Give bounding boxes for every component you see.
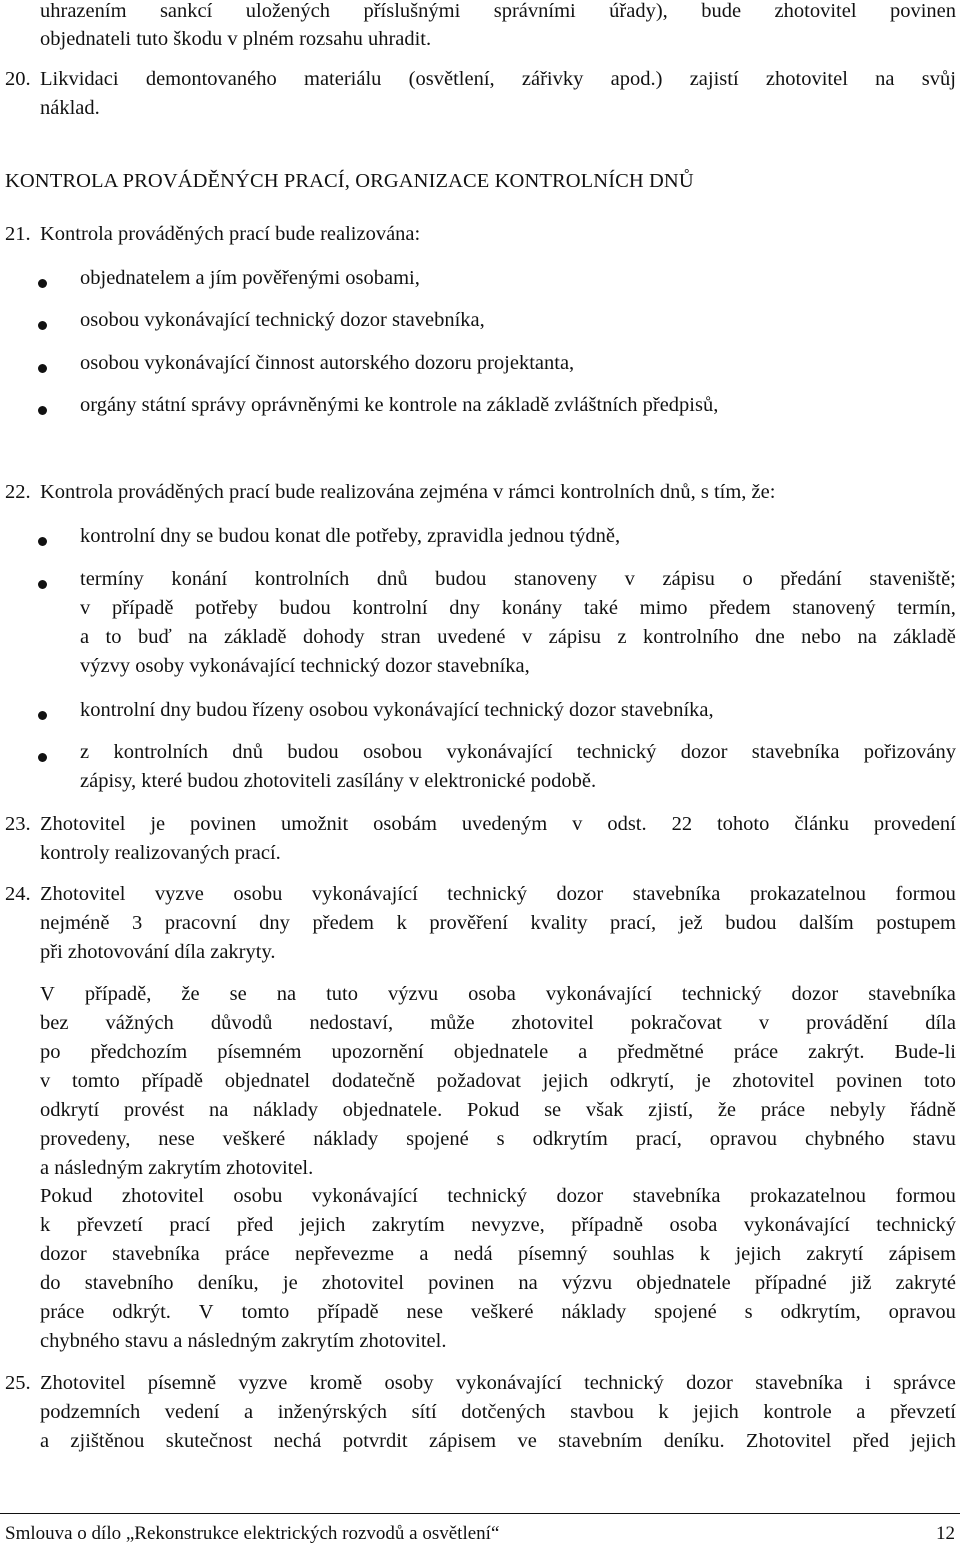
paragraph-line: Pokud zhotovitel osobu vykonávající technický dozor stavebníka prokazatelnou formou (40, 1185, 956, 1207)
paragraph-line: chybného stavu a následným zakrytím zhotovitel. (40, 1330, 447, 1352)
item-number: 25. (5, 1372, 31, 1394)
bullet-icon (38, 753, 47, 762)
paragraph-line: v tomto případě objednatel dodatečně požadovat jejich odkrytí, je zhotovitel povinen toto (40, 1070, 956, 1092)
list-item: objednatelem a jím pověřenými osobami, (80, 267, 420, 289)
bullet-icon (38, 279, 47, 288)
paragraph-line: provedeny, nese veškeré náklady spojené s odkrytím prací, opravou chybného stavu (40, 1128, 956, 1150)
bullet-icon (38, 537, 47, 546)
list-item: osobou vykonávající technický dozor stavebníka, (80, 309, 485, 331)
footer-divider (0, 1513, 960, 1514)
paragraph-line: podzemních vedení a inženýrských sítí dotčených stavbou k jejich kontrole a převzetí (40, 1401, 956, 1423)
paragraph-line: k převzetí prací před jejich zakrytím nevyzve, případně osoba vykonávající technický (40, 1214, 956, 1236)
bullet-icon (38, 321, 47, 330)
paragraph-line: objednateli tuto škodu v plném rozsahu uhradit. (40, 28, 432, 50)
paragraph-line: bez vážných důvodů nedostaví, může zhotovitel pokračovat v provádění díla (40, 1012, 956, 1034)
footer-title: Smlouva o dílo „Rekonstrukce elektrických rozvodů a osvětlení“ (5, 1523, 500, 1544)
paragraph-line: Zhotovitel písemně vyzve kromě osoby vykonávající technický dozor stavebníka i správce (40, 1372, 956, 1394)
item-number: 21. (5, 223, 31, 245)
paragraph-line: uhrazením sankcí uložených příslušnými správními úřady), bude zhotovitel povinen (40, 0, 956, 22)
list-item-line: zápisy, které budou zhotoviteli zasílány v elektronické podobě. (80, 770, 597, 792)
list-item: orgány státní správy oprávněnými ke kontrole na základě zvláštních předpisů, (80, 394, 719, 416)
paragraph-line: V případě, že se na tuto výzvu osoba vykonávající technický dozor stavebníka (40, 983, 956, 1005)
list-item-line: výzvy osoby vykonávající technický dozor stavebníka, (80, 655, 530, 677)
paragraph-line: Zhotovitel vyzve osobu vykonávající technický dozor stavebníka prokazatelnou formou (40, 883, 956, 905)
paragraph-line: kontroly realizovaných prací. (40, 842, 281, 864)
list-item: osobou vykonávající činnost autorského dozoru projektanta, (80, 352, 575, 374)
item-number: 24. (5, 883, 31, 905)
bullet-icon (38, 580, 47, 589)
list-item: z kontrolních dnů budou osobou vykonávající technický dozor stavebníka pořizovány (80, 741, 956, 763)
paragraph-line: a následným zakrytím zhotovitel. (40, 1157, 314, 1179)
list-item: kontrolní dny budou řízeny osobou vykonávající technický dozor stavebníka, (80, 699, 714, 721)
page-number: 12 (936, 1523, 955, 1544)
paragraph-line: dozor stavebníka práce nepřevezme a nedá písemný souhlas k jejich zakrytí zápisem (40, 1243, 956, 1265)
list-item: termíny konání kontrolních dnů budou stanoveny v zápisu o předání staveniště; (80, 568, 956, 590)
paragraph-line: po předchozím písemném upozornění objednatele a předmětné práce zakrýt. Bude-li (40, 1041, 956, 1063)
item-number: 20. (5, 68, 31, 90)
paragraph-line: náklad. (40, 97, 100, 119)
paragraph-line: nejméně 3 pracovní dny předem k prověření kvality prací, jež budou dalším postupem (40, 912, 956, 934)
list-item-line: v případě potřeby budou kontrolní dny konány také mimo předem stanovený termín, (80, 597, 956, 619)
paragraph-line: Kontrola prováděných prací bude realizována: (40, 223, 421, 245)
paragraph-line: Kontrola prováděných prací bude realizována zejména v rámci kontrolních dnů, s tím, že: (40, 481, 776, 503)
paragraph-line: práce odkrýt. V tomto případě nese veškeré náklady spojené s odkrytím, opravou (40, 1301, 956, 1323)
item-number: 23. (5, 813, 31, 835)
paragraph-line: při zhotovování díla zakryty. (40, 941, 276, 963)
paragraph-line: a zjištěnou skutečnost nechá potvrdit zápisem ve stavebním deníku. Zhotovitel před jejich (40, 1430, 956, 1452)
list-item: kontrolní dny se budou konat dle potřeby, zpravidla jednou týdně, (80, 525, 621, 547)
paragraph-line: do stavebního deníku, je zhotovitel povinen na výzvu objednatele případné již zakryté (40, 1272, 956, 1294)
bullet-icon (38, 406, 47, 415)
section-heading: KONTROLA PROVÁDĚNÝCH PRACÍ, ORGANIZACE KONTROLNÍCH DNŮ (5, 170, 694, 192)
paragraph-line: odkrytí provést na náklady objednatele. Pokud se však zjistí, že práce nebyly řádně (40, 1099, 956, 1121)
paragraph-line: Zhotovitel je povinen umožnit osobám uvedeným v odst. 22 tohoto článku provedení (40, 813, 956, 835)
paragraph-line: Likvidaci demontovaného materiálu (osvětlení, zářivky apod.) zajistí zhotovitel na svůj (40, 68, 956, 90)
item-number: 22. (5, 481, 31, 503)
bullet-icon (38, 364, 47, 373)
list-item-line: a to buď na základě dohody stran uvedené v zápisu z kontrolního dne nebo na základě (80, 626, 956, 648)
bullet-icon (38, 711, 47, 720)
